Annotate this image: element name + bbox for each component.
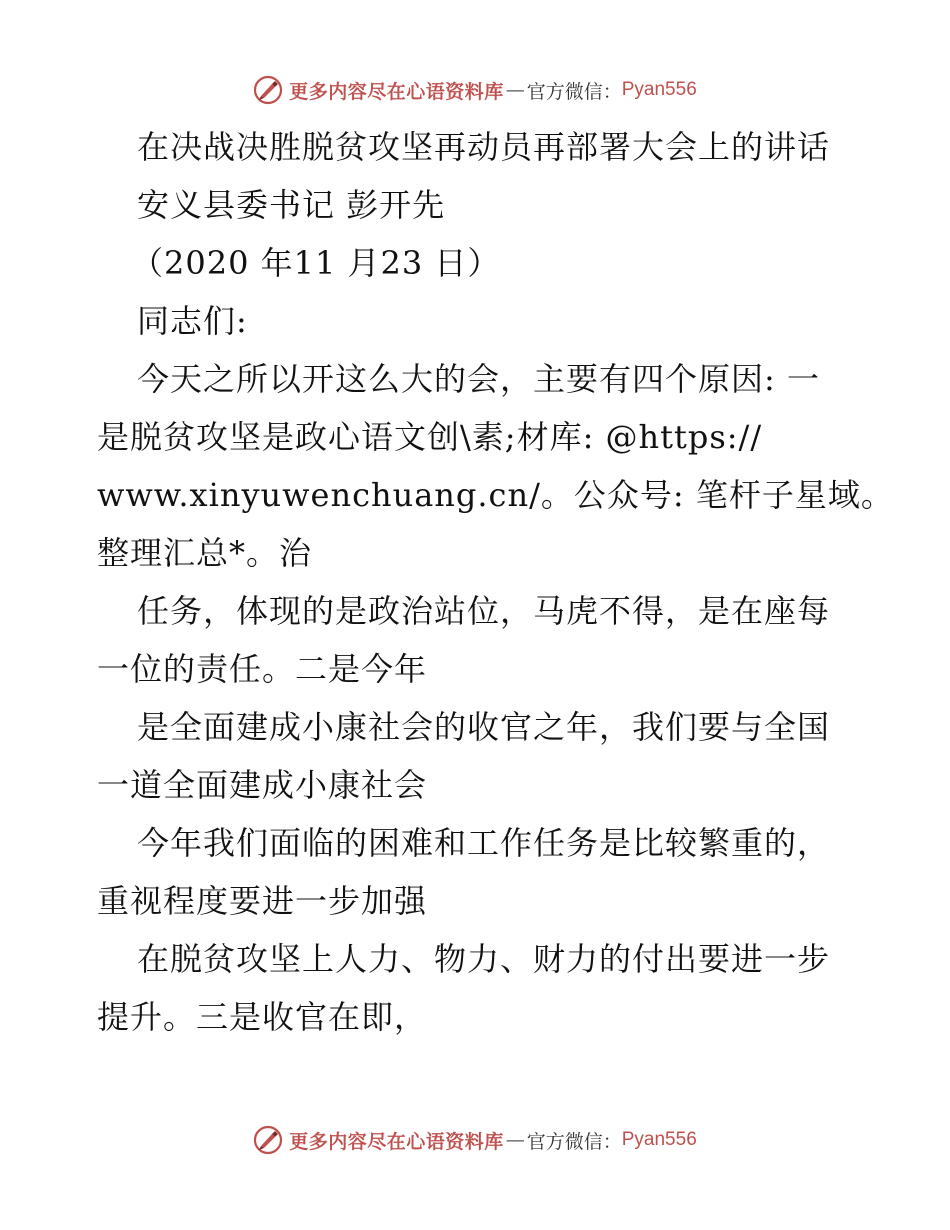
paragraph-line: 提升。三是收官在即， [97,998,428,1036]
paragraph-line: 在脱贫攻坚上人力、物力、财力的付出要进一步 [137,940,831,978]
pen-logo-icon [253,1125,283,1155]
paragraph-line: 重视程度要进一步加强 [97,882,428,920]
footer-watermark [0,1120,950,1160]
paragraph-line: 一道全面建成小康社会 [97,766,428,804]
paragraph-line: www.xinyuwenchuang.cn/。公众号: 笔杆子星域。 [97,476,894,514]
document-author: 安义县委书记 彭开先 [137,186,446,224]
paragraph-line: 今年我们面临的困难和工作任务是比较繁重的， [137,824,831,862]
watermark-text: 更多内容尽在心语资料库 [289,80,504,103]
document-date: （2020 年11 月23 日） [131,244,501,282]
paragraph-line: 整理汇总*。治 [97,534,313,572]
document-body [97,118,894,1046]
watermark-text: 更多内容尽在心语资料库 [289,1130,504,1153]
header-watermark [0,70,950,110]
paragraph [97,582,857,698]
pen-logo-icon [253,75,283,105]
watermark-wechat-label: 官方微信： [526,1130,622,1153]
watermark-wechat-id: Pyan556 [621,79,697,100]
watermark-wechat-label: 官方微信： [526,80,622,103]
paragraph [97,350,894,582]
paragraph [97,698,857,814]
paragraph-line: 今天之所以开这么大的会，主要有四个原因: 一 [137,360,820,398]
watermark-separator: — [505,79,525,101]
document-greeting: 同志们: [137,302,248,340]
watermark-separator: — [505,1129,525,1151]
paragraph [97,814,857,930]
watermark-wechat-id: Pyan556 [621,1129,697,1150]
paragraph-line: 任务，体现的是政治站位，马虎不得，是在座每 [137,592,831,630]
paragraph [97,930,857,1046]
paragraph-line: 是脱贫攻坚是政心语文创\素;材库: @https:// [97,418,763,456]
paragraph-line: 一位的责任。二是今年 [97,650,428,688]
document-title: 在决战决胜脱贫攻坚再动员再部署大会上的讲话 [137,128,831,166]
paragraph-line: 是全面建成小康社会的收官之年，我们要与全国 [137,708,831,746]
